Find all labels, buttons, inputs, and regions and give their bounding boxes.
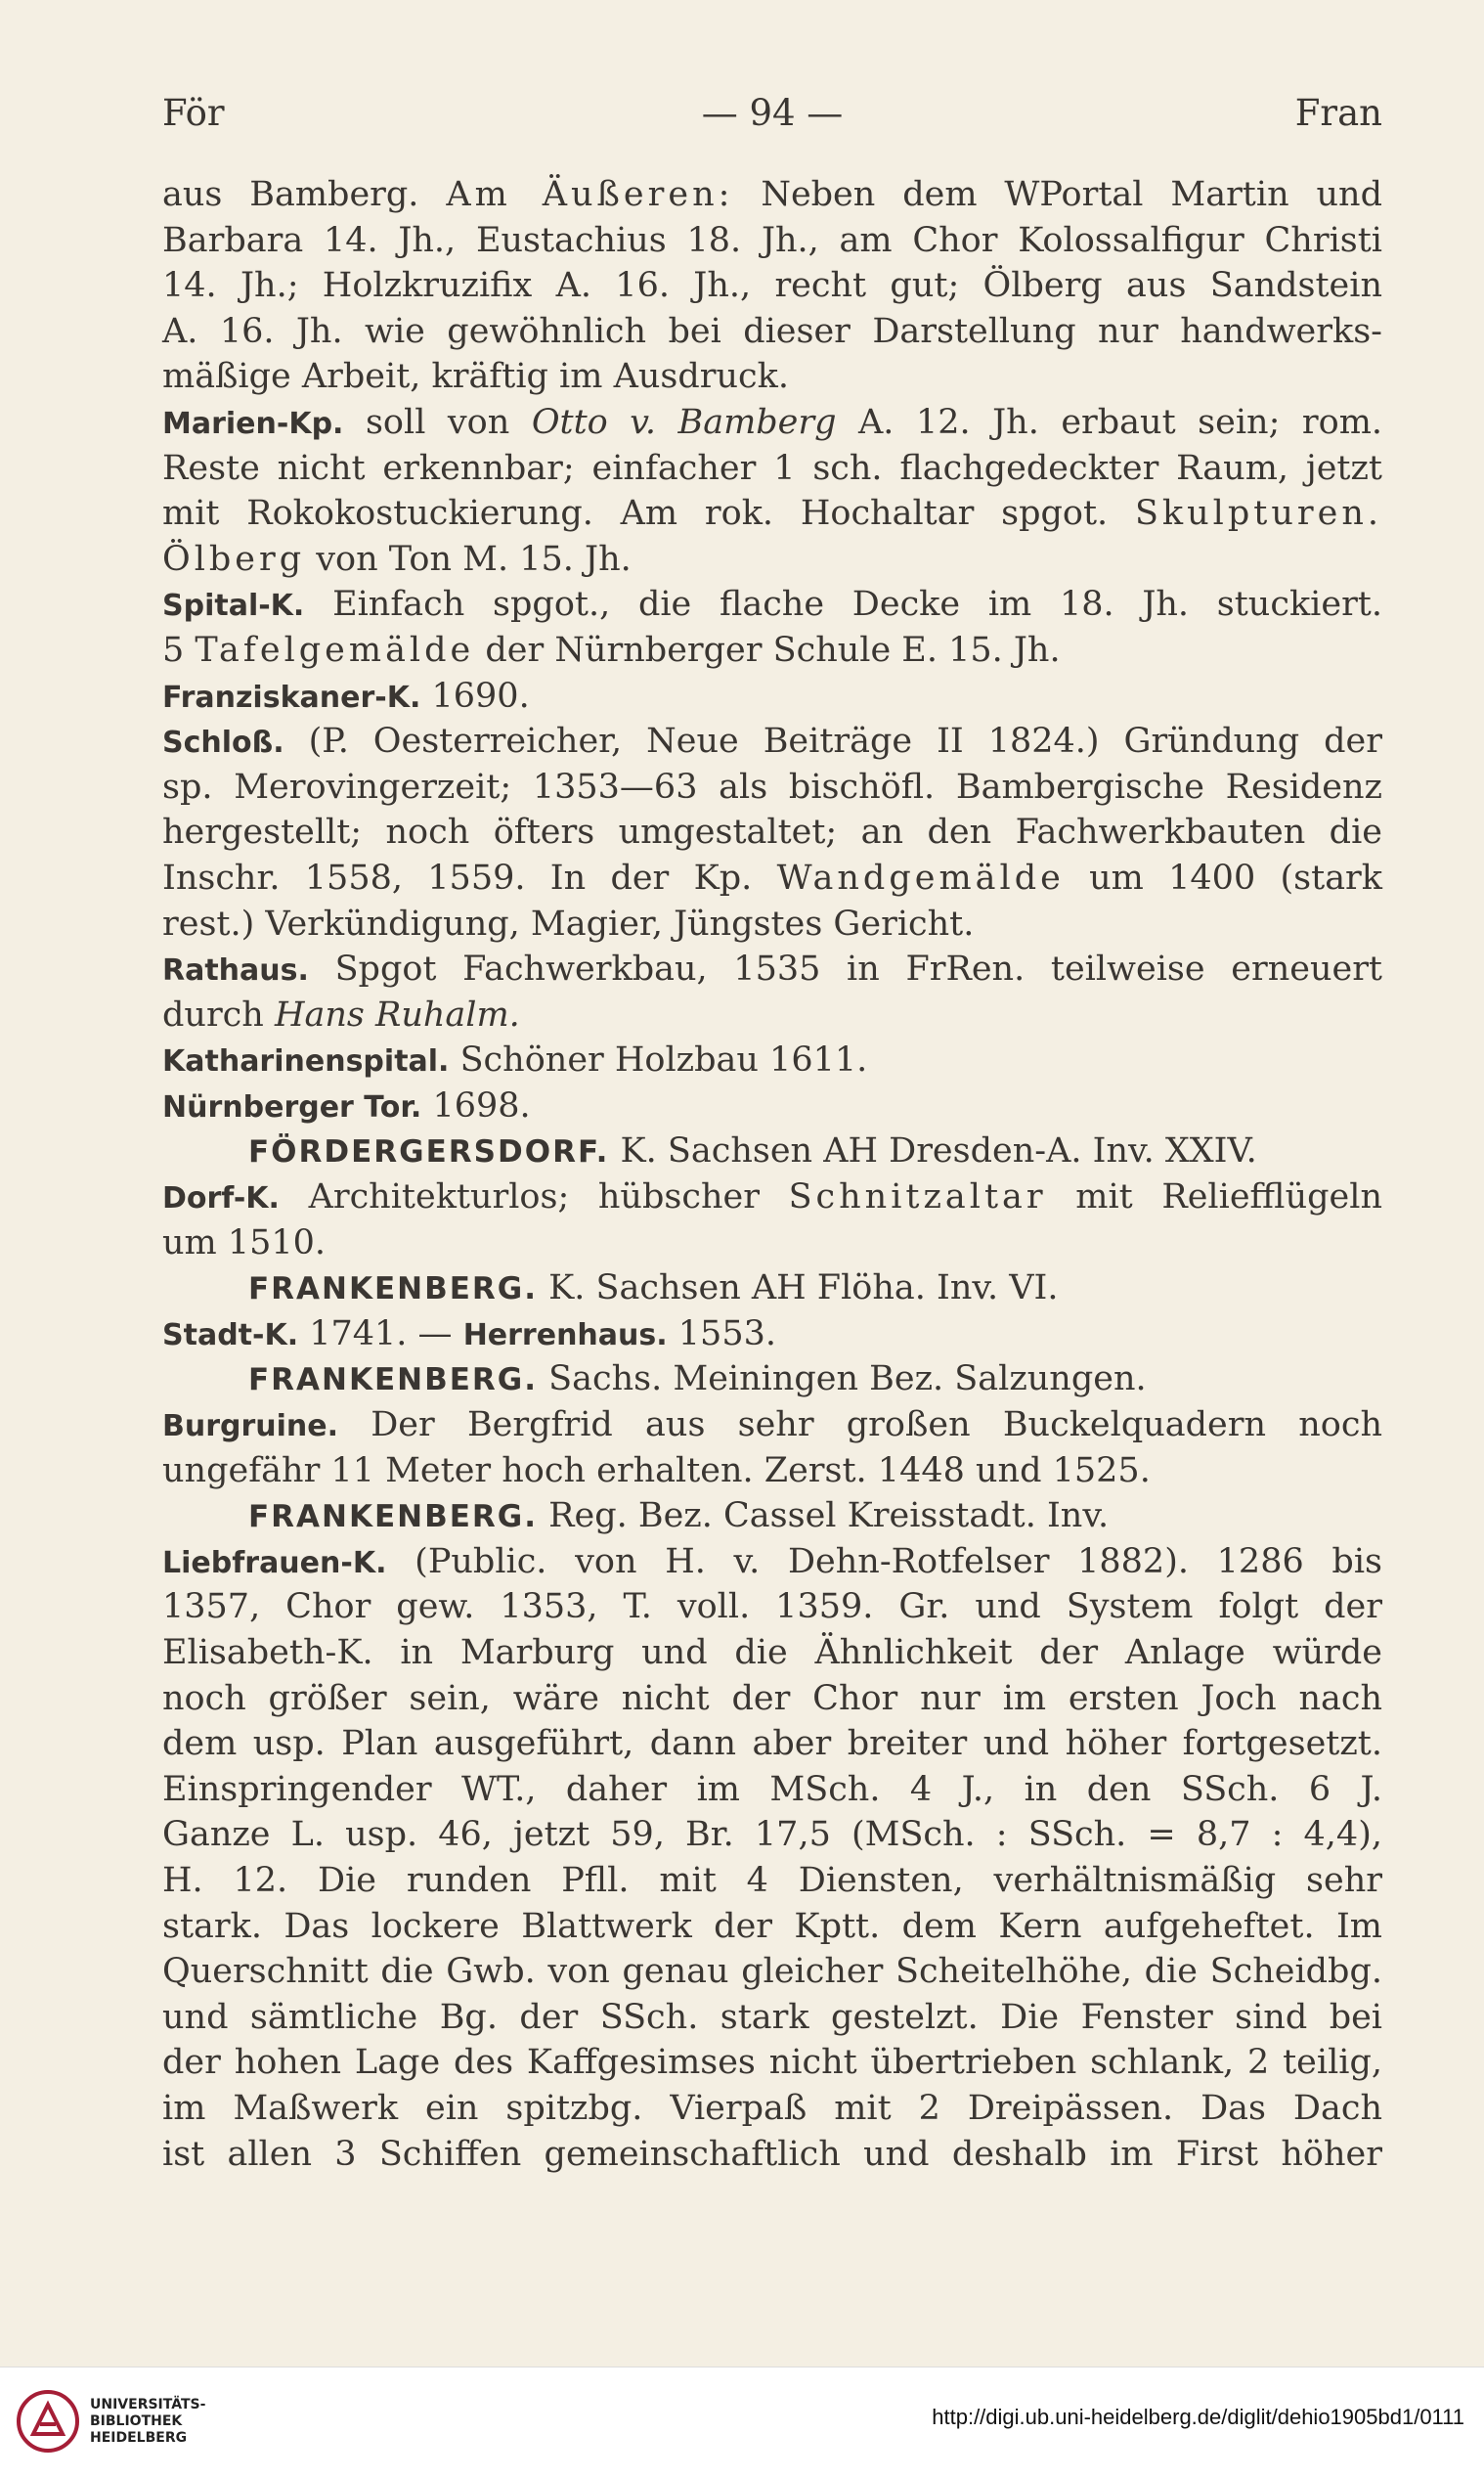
text-line — [162, 537, 1382, 583]
text-segment: Architekturlos; hübscher — [279, 1177, 789, 1217]
text-segment: 1698. — [421, 1085, 531, 1126]
text-segment: von Ton M. 15. Jh. — [305, 539, 632, 579]
text-line — [162, 810, 1382, 856]
text-line — [162, 218, 1382, 264]
text-line — [162, 1311, 1382, 1357]
entry-keyword: Franziskaner-K. — [162, 680, 421, 715]
entry-keyword: Liebfrauen-K. — [162, 1545, 387, 1580]
text-segment: Einfach spgot., die flache Decke im 18. Jh. stuckiert. — [304, 585, 1382, 625]
text-segment: 14. Jh.; Holzkruzifix A. 16. Jh., recht gut; Ölberg aus Sandstein — [162, 266, 1382, 306]
text-line — [162, 1448, 1382, 1494]
text-line — [162, 1676, 1382, 1722]
text-line — [162, 993, 1382, 1039]
text-line — [162, 1995, 1382, 2041]
library-line-3: HEIDELBERG — [90, 2430, 188, 2446]
text-segment: Inschr. 1558, 1559. In der Kp. — [162, 858, 777, 898]
text-line — [162, 1402, 1382, 1448]
text-line — [162, 674, 1382, 720]
text-segment: der hohen Lage des Kaffgesimses nicht übertrieben schlank, 2 teilig, — [162, 2043, 1382, 2083]
text-segment: im Maßwerk ein spitzbg. Vierpaß mit 2 Dreipässen. Das Dach — [162, 2088, 1382, 2128]
text-segment: ungefähr 11 Meter hoch erhalten. Zerst. 1448 und 1525. — [162, 1450, 1151, 1490]
place-heading: FRANKENBERG. — [248, 1362, 539, 1398]
text-segment: Barbara 14. Jh., Eustachius 18. Jh., am Chor Kolossalfigur Christi — [162, 220, 1382, 260]
text-segment: Schöner Holzbau 1611. — [449, 1040, 868, 1081]
running-header — [162, 84, 1382, 143]
text-line — [162, 1858, 1382, 1904]
entry-keyword: Burgruine. — [162, 1409, 339, 1444]
text-segment: Der Bergfrid aus sehr großen Buckelquadern noch — [338, 1405, 1382, 1445]
footer-bar — [0, 2367, 1484, 2478]
text-segment: sp. Merovingerzeit; 1353—63 als bischöfl. Bambergische Residenz — [162, 767, 1382, 807]
text-segment: Am Äußeren: — [446, 175, 734, 214]
text-segment: mäßige Arbeit, kräftig im Ausdruck. — [162, 357, 789, 397]
text-line — [162, 354, 1382, 400]
library-line-1: UNIVERSITÄTS- — [90, 2397, 206, 2412]
text-line — [162, 947, 1382, 993]
text-segment: mit Rokokostuckierung. Am rok. Hochaltar spgot. — [162, 494, 1135, 534]
text-line — [162, 1584, 1382, 1630]
text-line — [162, 856, 1382, 902]
text-segment: (Public. von H. v. Dehn-Rotfelser 1882). 1286 bis — [386, 1541, 1382, 1581]
text-line — [162, 172, 1382, 218]
text-line — [162, 719, 1382, 765]
text-line — [162, 1038, 1382, 1084]
text-segment: aus Bamberg. — [162, 175, 447, 214]
text-line — [162, 628, 1382, 674]
text-segment: Reste nicht erkennbar; einfacher 1 sch. flachgedeckter Raum, jetzt — [162, 448, 1382, 488]
text-line — [162, 582, 1382, 628]
header-right-word: Fran — [1294, 92, 1382, 134]
text-segment: Reg. Bez. Cassel Kreisstadt. Inv. — [538, 1496, 1110, 1536]
text-segment: A. 16. Jh. wie gewöhnlich bei dieser Darstellung nur handwerks- — [162, 311, 1382, 351]
text-segment: K. Sachsen AH Flöha. Inv. VI. — [538, 1268, 1059, 1308]
text-segment: H. 12. Die runden Pfll. mit 4 Diensten, verhältnismäßig sehr — [162, 1860, 1382, 1900]
text-segment: Otto v. Bamberg — [531, 402, 837, 442]
text-line — [162, 902, 1382, 948]
text-segment: Neben dem WPortal Martin und — [733, 175, 1382, 214]
place-heading: FRANKENBERG. — [248, 1271, 539, 1307]
text-line — [162, 1220, 1382, 1266]
entry-keyword: Schloß. — [162, 726, 284, 761]
text-segment: Tafelgemälde — [195, 630, 475, 670]
entry-keyword: Stadt-K. — [162, 1317, 299, 1352]
text-segment: noch größer sein, wäre nicht der Chor nur im ersten Joch nach — [162, 1678, 1382, 1718]
text-line — [162, 1904, 1382, 1950]
text-segment: der Nürnberger Schule E. 15. Jh. — [474, 630, 1061, 670]
text-line — [162, 765, 1382, 811]
text-segment: K. Sachsen AH Dresden-A. Inv. XXIV. — [609, 1131, 1257, 1172]
text-segment: Schnitzaltar — [788, 1177, 1047, 1217]
university-seal-icon — [14, 2387, 82, 2456]
text-line — [162, 1265, 1382, 1311]
place-heading: FRANKENBERG. — [248, 1499, 539, 1535]
text-line — [162, 1084, 1382, 1129]
text-line — [162, 491, 1382, 537]
text-segment: 1741. — — [298, 1313, 463, 1353]
text-segment: stark. Das lockere Blattwerk der Kptt. dem Kern aufgeheftet. Im — [162, 1906, 1382, 1946]
text-segment: Skulpturen. — [1134, 494, 1382, 534]
source-url-link[interactable]: http://digi.ub.uni-heidelberg.de/diglit/dehio1905bd1/0111 — [932, 2405, 1464, 2429]
text-line — [162, 1493, 1382, 1539]
text-line — [162, 1721, 1382, 1767]
text-line — [162, 400, 1382, 446]
text-segment: 1690. — [420, 676, 530, 716]
text-segment: 1553. — [667, 1313, 776, 1353]
text-line — [162, 309, 1382, 355]
entry-keyword: Nürnberger Tor. — [162, 1089, 422, 1125]
text-line — [162, 446, 1382, 492]
entry-keyword: Herrenhaus. — [462, 1317, 668, 1352]
text-segment: 5 — [162, 630, 196, 670]
text-segment: Sachs. Meiningen Bez. Salzungen. — [538, 1359, 1147, 1399]
text-line — [162, 1539, 1382, 1585]
text-segment: durch — [162, 995, 275, 1035]
text-segment: Wandgemälde — [776, 858, 1065, 898]
text-line — [162, 1174, 1382, 1220]
text-segment: soll von — [343, 402, 532, 442]
text-segment: Elisabeth-K. in Marburg und die Ähnlichkeit der Anlage würde — [162, 1633, 1382, 1672]
library-name — [90, 2397, 205, 2447]
page-body-text — [162, 172, 1382, 2177]
text-segment: 1357, Chor gew. 1353, T. voll. 1359. Gr. und System folgt der — [162, 1587, 1382, 1627]
text-segment: Querschnitt die Gwb. von genau gleicher Scheitelhöhe, die Scheidbg. — [162, 1952, 1382, 1992]
text-segment: mit Reliefflügeln — [1046, 1177, 1382, 1217]
text-segment: hergestellt; noch öfters umgestaltet; an den Fachwerkbauten die — [162, 813, 1382, 853]
text-segment: A. 12. Jh. erbaut sein; rom. — [836, 402, 1383, 442]
entry-keyword: Katharinenspital. — [162, 1044, 450, 1080]
text-segment: Ganze L. usp. 46, jetzt 59, Br. 17,5 (MSch. : SSch. = 8,7 : 4,4), — [162, 1815, 1382, 1855]
text-segment: dem usp. Plan ausgeführt, dann aber breiter und höher fortgesetzt. — [162, 1724, 1382, 1764]
text-segment: um 1400 (stark — [1064, 858, 1382, 898]
text-line — [162, 2086, 1382, 2132]
text-segment: rest.) Verkündigung, Magier, Jüngstes Gericht. — [162, 904, 975, 944]
text-segment: Hans Ruhalm. — [274, 995, 520, 1035]
library-line-2: BIBLIOTHEK — [90, 2413, 183, 2429]
text-line — [162, 1767, 1382, 1813]
entry-keyword: Spital-K. — [162, 589, 305, 624]
header-left-word: För — [162, 92, 225, 134]
text-line — [162, 2040, 1382, 2086]
text-segment: ist allen 3 Schiffen gemeinschaftlich und deshalb im First höher — [162, 2134, 1382, 2174]
text-line — [162, 1630, 1382, 1676]
text-line — [162, 1812, 1382, 1858]
text-line — [162, 1356, 1382, 1402]
text-segment: um 1510. — [162, 1222, 327, 1262]
text-line — [162, 1128, 1382, 1174]
entry-keyword: Rathaus. — [162, 953, 309, 989]
entry-keyword: Marien-Kp. — [162, 406, 344, 441]
text-line — [162, 263, 1382, 309]
text-segment: Spgot Fachwerkbau, 1535 in FrRen. teilweise erneuert — [308, 950, 1382, 990]
text-segment: und sämtliche Bg. der SSch. stark gestelzt. Die Fenster sind bei — [162, 1997, 1382, 2037]
text-segment: Einspringender WT., daher im MSch. 4 J., in den SSch. 6 J. — [162, 1769, 1382, 1809]
entry-keyword: Dorf-K. — [162, 1181, 280, 1217]
place-heading: FÖRDERGERSDORF. — [248, 1134, 610, 1171]
page-number: — 94 — — [701, 92, 844, 134]
text-segment: Ölberg — [162, 539, 306, 579]
text-line — [162, 1949, 1382, 1995]
text-line — [162, 2132, 1382, 2178]
text-segment: (P. Oesterreicher, Neue Beiträge II 1824.) Gründung der — [284, 722, 1382, 762]
